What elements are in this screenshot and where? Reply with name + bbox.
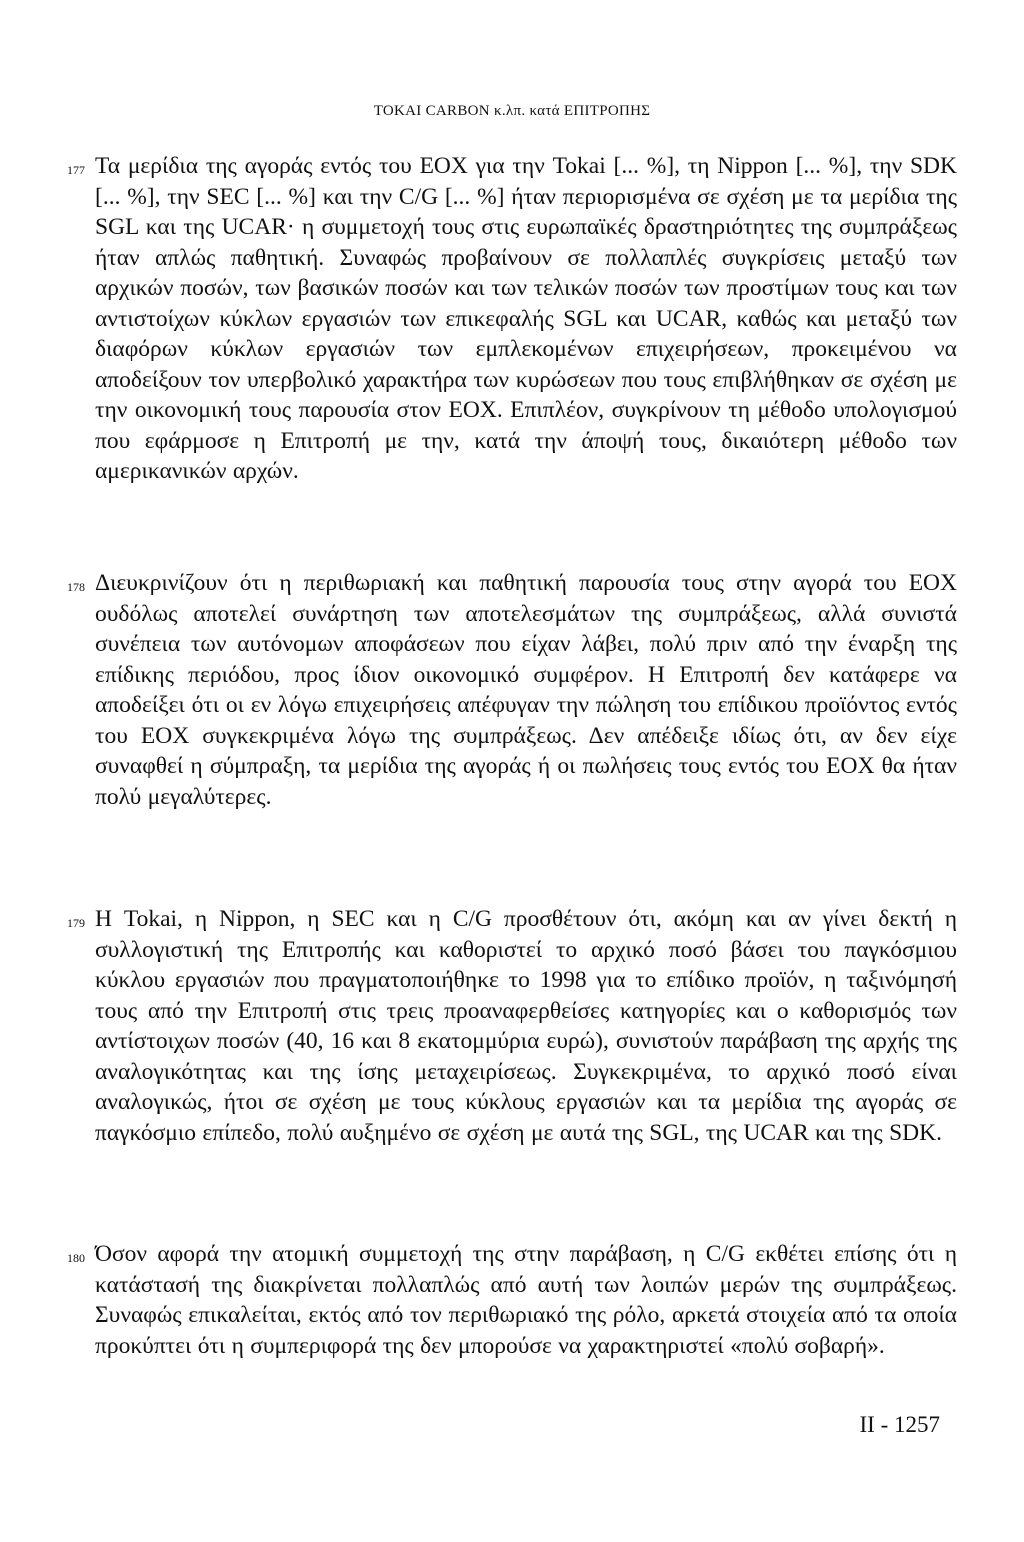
- paragraph-177: [67, 151, 957, 487]
- paragraph-number: 177: [67, 163, 85, 177]
- paragraph-178: [67, 568, 957, 812]
- running-header: TOKAI CARBON κ.λπ. κατά ΕΠΙΤΡΟΠΗΣ: [373, 103, 651, 119]
- paragraph-number: 179: [67, 916, 85, 930]
- paragraph-number: 178: [67, 580, 85, 594]
- paragraph-180: [67, 1239, 957, 1361]
- paragraph-179: [67, 904, 957, 1148]
- paragraph-text: Όσον αφορά την ατομική συμμετοχή της στην παράβαση, η C/G εκθέτει επίσης ότι η κατάστασή της διακρίνεται πολλαπλώς από αυτή των λοιπών μερών της συμπράξεως. Συναφώς επικαλείται, εκτός από τον περιθωριακό της ρόλο, αρκετά στοιχεία από τα οποία προκύπτει ότι η συμπεριφορά της δεν μπορούσε να χαρακτηριστεί «πολύ σοβαρή».: [95, 1241, 957, 1359]
- paragraph-text: Διευκρινίζουν ότι η περιθωριακή και παθητική παρουσία τους στην αγορά του ΕΟΧ ουδόλως αποτελεί συνάρτηση των αποτελεσμάτων της συμπράξεως, αλλά συνιστά συνέπεια των αυτόνομων αποφάσεων που είχαν λάβει, πολύ πριν από την έναρξη της επίδικης περιόδου, προς ίδιον οικονομικό συμφέρον. Η Επιτροπή δεν κατάφερε να αποδείξει ότι οι εν λόγω επιχειρήσεις απέφυγαν την πώληση του επίδικου προϊόντος εντός του ΕΟΧ συγκεκριμένα λόγω της συμπράξεως. Δεν απέδειξε ιδίως ότι, αν δεν είχε συναφθεί η σύμπραξη, τα μερίδια της αγοράς ή οι πωλήσεις τους εντός του ΕΟΧ θα ήταν πολύ μεγαλύτερες.: [95, 570, 957, 810]
- page-number: II - 1257: [859, 1412, 940, 1437]
- paragraph-number: 180: [67, 1251, 85, 1265]
- paragraph-text: Τα μερίδια της αγοράς εντός του ΕΟΧ για την Tokai [... %], τη Nippon [... %], την SDK [... %], την SEC [... %] και την C/G [... %] ήταν περιορισμένα σε σχέση με τα μερίδια της SGL και της UCAR· η συμμετοχή τους στις ευρωπαϊκές δραστηριότητες της συμπράξεως ήταν απλώς παθητική. Συναφώς προβαίνουν σε πολλαπλές συγκρίσεις μεταξύ των αρχικών ποσών, των βασικών ποσών και των τελικών ποσών των προστίμων τους και των αντιστοίχων κύκλων εργασιών των επικεφαλής SGL και UCAR, καθώς και μεταξύ των διαφόρων κύκλων εργασιών των εμπλεκομένων επιχειρήσεων, προκειμένου να αποδείξουν τον υπερβολικό χαρακτήρα των κυρώσεων που τους επιβλήθηκαν σε σχέση με την οικονομική τους παρουσία στον ΕΟΧ. Επιπλέον, συγκρίνουν τη μέθοδο υπολογισμού που εφάρμοσε η Επιτροπή με την, κατά την άποψή τους, δικαιότερη μέθοδο των αμερικανικών αρχών.: [95, 153, 957, 484]
- paragraph-text: Η Tokai, η Nippon, η SEC και η C/G προσθέτουν ότι, ακόμη και αν γίνει δεκτή η συλλογιστική της Επιτροπής και καθοριστεί το αρχικό ποσό βάσει του παγκόσμιου κύκλου εργασιών που πραγματοποιήθηκε το 1998 για το επίδικο προϊόν, η ταξινόμησή τους από την Επιτροπή στις τρεις προαναφερθείσες κατηγορίες και ο καθορισμός των αντίστοιχων ποσών (40, 16 και 8 εκατομμύρια ευρώ), συνιστούν παράβαση της αρχής της αναλογικότητας και της ίσης μεταχειρίσεως. Συγκεκριμένα, το αρχικό ποσό είναι αναλογικώς, ήτοι σε σχέση με τους κύκλους εργασιών και τα μερίδια της αγοράς σε παγκόσμιο επίπεδο, πολύ αυξημένο σε σχέση με αυτά της SGL, της UCAR και της SDK.: [95, 906, 957, 1146]
